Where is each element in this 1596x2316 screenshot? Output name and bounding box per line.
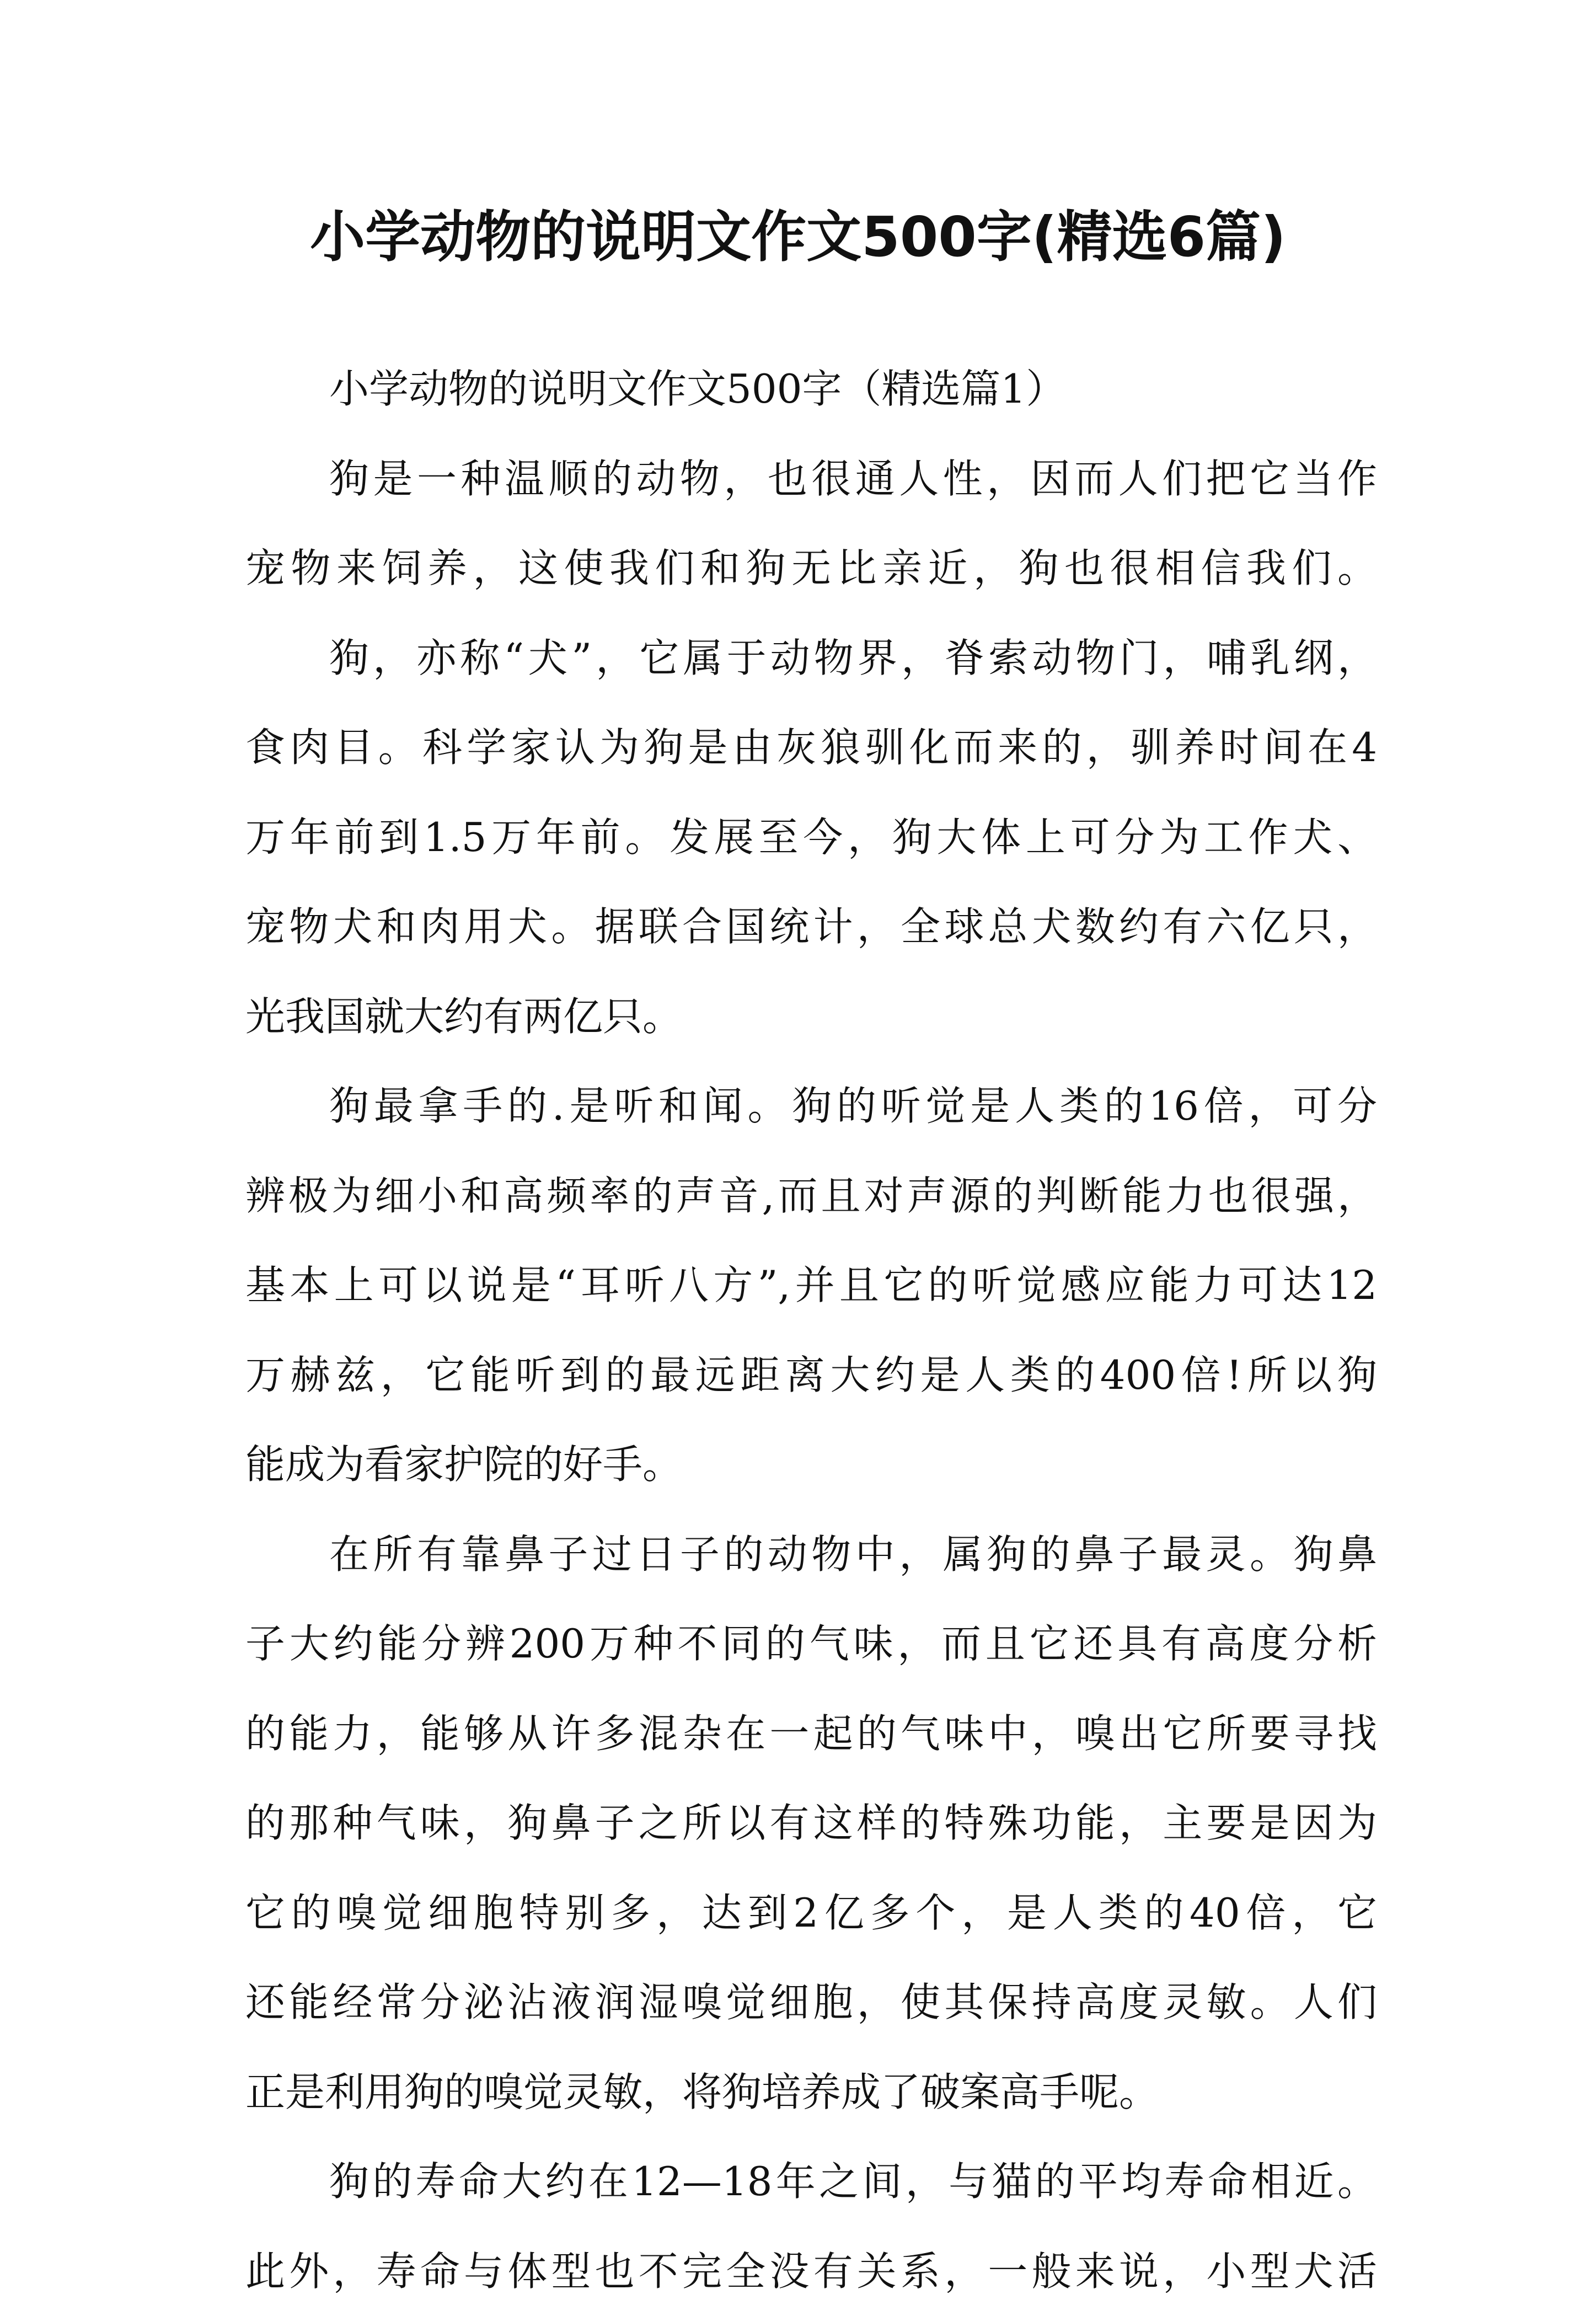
text-line: 万赫兹，它能听到的最远距离大约是人类的400倍!所以狗 bbox=[245, 1330, 1377, 1420]
text-line: 此外，寿命与体型也不完全没有关系，一般来说，小型犬活 bbox=[245, 2227, 1377, 2316]
paragraph-hearing bbox=[245, 1061, 1377, 1510]
paragraph-intro bbox=[245, 434, 1377, 613]
text-line: 宠物来饲养，这使我们和狗无比亲近，狗也很相信我们。 bbox=[245, 523, 1377, 613]
text-line: 万年前到1.5万年前。发展至今，狗大体上可分为工作犬、 bbox=[245, 793, 1377, 882]
text-line: 基本上可以说是“耳听八方”,并且它的听觉感应能力可达12 bbox=[245, 1240, 1377, 1330]
text-line: 狗，亦称“犬”，它属于动物界，脊索动物门，哺乳纲， bbox=[245, 613, 1377, 703]
text-line: 狗的寿命大约在12—18年之间，与猫的平均寿命相近。 bbox=[245, 2137, 1377, 2227]
text-line: 它的嗅觉细胞特别多，达到2亿多个，是人类的40倍，它 bbox=[245, 1868, 1377, 1958]
paragraph-smell bbox=[245, 1510, 1377, 2137]
text-line: 还能经常分泌沾液润湿嗅觉细胞，使其保持高度灵敏。人们 bbox=[245, 1957, 1377, 2047]
text-line: 狗是一种温顺的动物，也很通人性，因而人们把它当作 bbox=[245, 434, 1377, 524]
text-line: 小学动物的说明文作文500字（精选篇1） bbox=[245, 344, 1377, 434]
document-body bbox=[245, 344, 1377, 2316]
paragraph-lifespan bbox=[245, 2137, 1377, 2316]
text-line: 正是利用狗的嗅觉灵敏，将狗培养成了破案高手呢。 bbox=[245, 2047, 1377, 2137]
text-line: 在所有靠鼻子过日子的动物中，属狗的鼻子最灵。狗鼻 bbox=[245, 1510, 1377, 1600]
paragraph-classification bbox=[245, 613, 1377, 1062]
text-line: 的那种气味，狗鼻子之所以有这样的特殊功能，主要是因为 bbox=[245, 1778, 1377, 1868]
text-line: 能成为看家护院的好手。 bbox=[245, 1420, 1377, 1510]
text-line: 食肉目。科学家认为狗是由灰狼驯化而来的，驯养时间在4 bbox=[245, 703, 1377, 793]
text-line: 狗最拿手的.是听和闻。狗的听觉是人类的16倍，可分 bbox=[245, 1061, 1377, 1151]
text-line: 子大约能分辨200万种不同的气味，而且它还具有高度分析 bbox=[245, 1599, 1377, 1689]
text-line: 光我国就大约有两亿只。 bbox=[245, 972, 1377, 1062]
text-line: 宠物犬和肉用犬。据联合国统计，全球总犬数约有六亿只， bbox=[245, 882, 1377, 972]
text-line: 的能力，能够从许多混杂在一起的气味中，嗅出它所要寻找 bbox=[245, 1689, 1377, 1779]
section-heading bbox=[245, 344, 1377, 434]
text-line: 辨极为细小和高频率的声音,而且对声源的判断能力也很强， bbox=[245, 1151, 1377, 1241]
document-title: 小学动物的说明文作文500字(精选6篇) bbox=[0, 199, 1596, 276]
